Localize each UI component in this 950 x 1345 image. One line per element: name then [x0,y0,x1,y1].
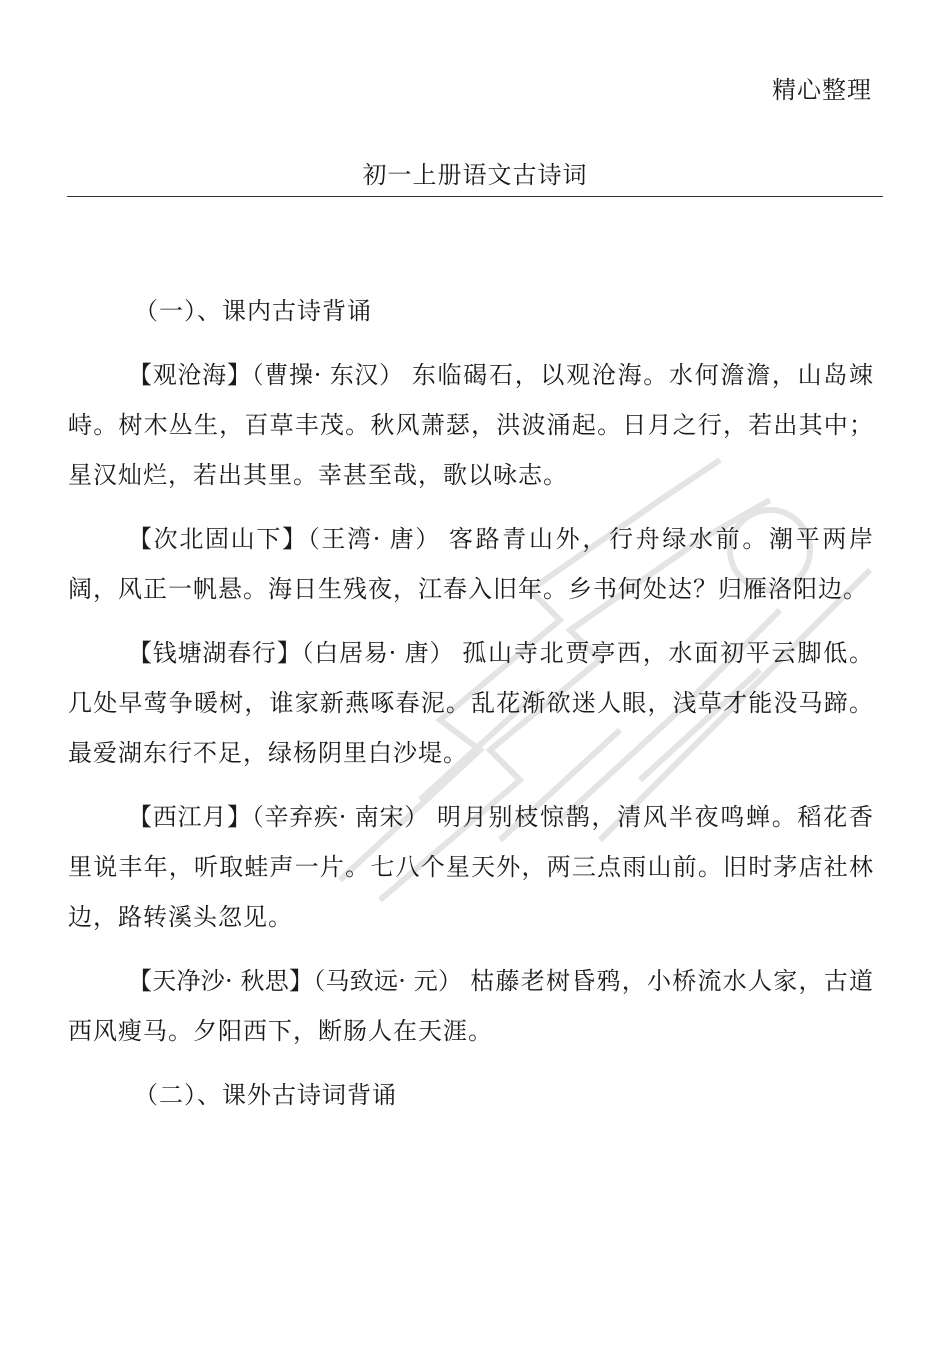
document-title: 初一上册语文古诗词 [362,161,588,189]
poem-text: 客路青山外，行舟绿水前。潮平两岸阔，风正一帆悬。海日生残夜，江春入旧年。乡书何处达？归雁洛阳边。 [68,525,875,603]
poem-text: 枯藤老树昏鸦，小桥流水人家，古道西风瘦马。夕阳西下，断肠人在天涯。 [68,967,874,1045]
poem-text: 明月别枝惊鹊，清风半夜鸣蝉。稻花香里说丰年，听取蛙声一片。七八个星天外，两三点雨山前。旧时茅店社林边，路转溪头忽见。 [68,803,875,931]
poem-title: 【观沧海】 [128,361,252,389]
poem-title: 【西江月】 [128,803,252,831]
section-heading-in-class: （一）、课内古诗背诵 [134,297,372,325]
poem-text: 孤山寺北贾亭西，水面初平云脚低。几处早莺争暖树，谁家新燕啄春泥。乱花渐欲迷人眼，浅草才能没马蹄。最爱湖东行不足，绿杨阴里白沙堤。 [68,639,875,767]
section-heading-extracurricular: （二）、课外古诗词背诵 [134,1081,397,1109]
poem-text: 东临碣石，以观沧海。水何澹澹，山岛竦峙。树木丛生，百草丰茂。秋风萧瑟，洪波涌起。日月之行，若出其中；星汉灿烂，若出其里。幸甚至哉，歌以咏志。 [68,361,874,489]
poem-title: 【钱塘湖春行】 [128,639,302,667]
poem-author: （马致远· 元） [313,967,463,995]
poem-title: 【天净沙· 秋思】 [128,967,314,995]
poem-author: （白居易· 唐） [301,639,455,667]
poem-title: 【次北固山下】 [128,525,308,553]
document-body [68,286,874,1120]
poem-author: （辛弃疾· 南宋） [251,803,430,831]
poem-qian-tang-hu-chun-xing [68,628,874,778]
poem-ci-bei-gu-shan-xia [68,514,874,614]
header-note: 精心整理 [772,76,872,104]
poem-xi-jiang-yue [68,792,874,942]
poem-tian-jing-sha-qiu-si [68,956,874,1056]
poem-guan-cang-hai [68,350,874,500]
title-divider [67,196,883,197]
poem-author: （王湾· 唐） [307,525,441,553]
poem-author: （曹操· 东汉） [251,361,404,389]
